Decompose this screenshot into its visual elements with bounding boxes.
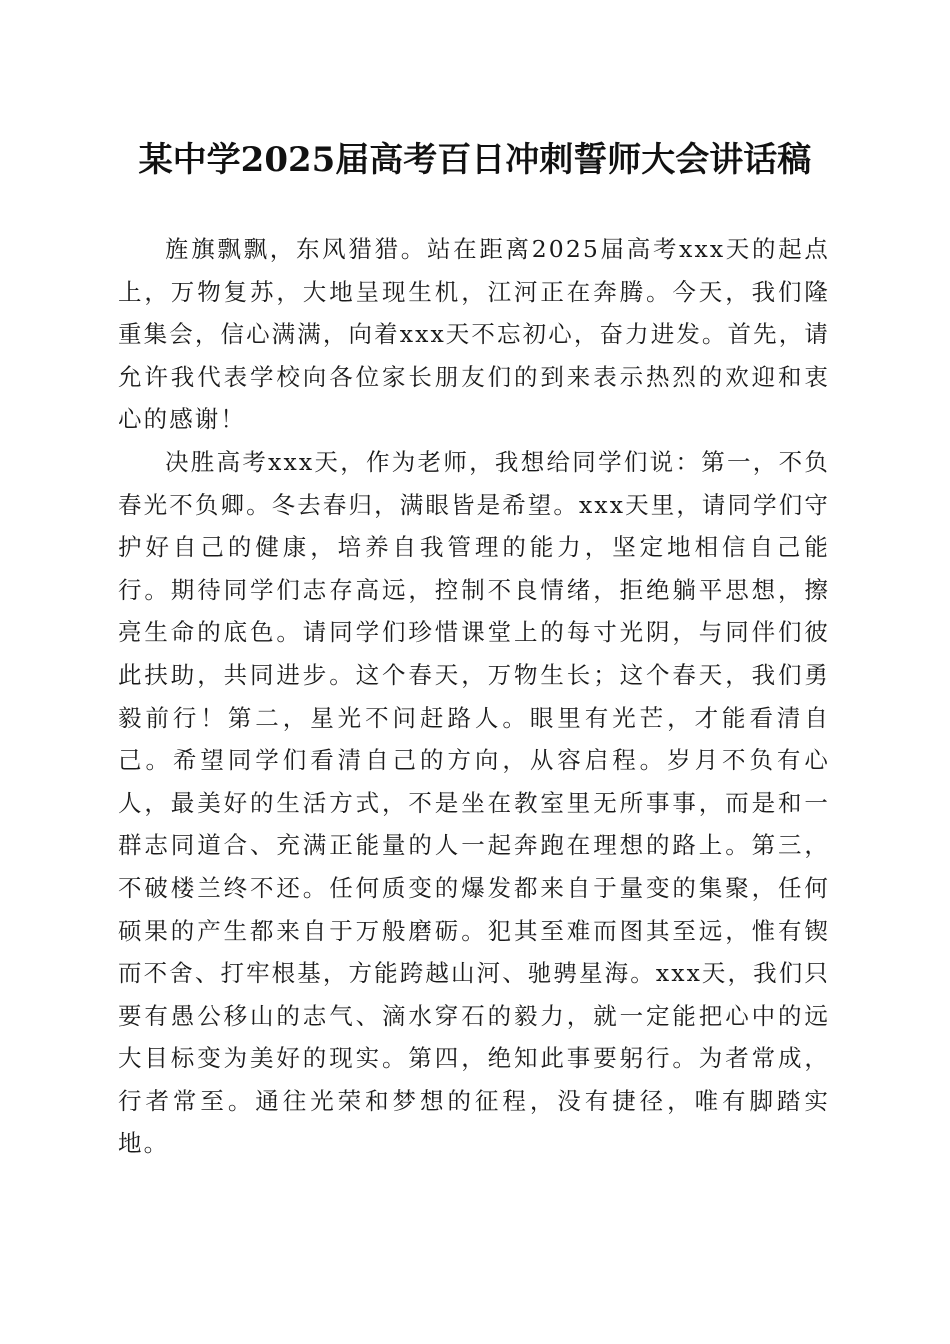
document-body: [118, 228, 830, 1165]
paragraph-opening: 旌旗飘飘，东风猎猎。站在距离2025届高考xxx天的起点上，万物复苏，大地呈现生机，江河正在奔腾。今天，我们隆重集会，信心满满，向着xxx天不忘初心，奋力进发。首先，请允许我代表学校向各位家长朋友们的到来表示热烈的欢迎和衷心的感谢！: [118, 235, 830, 434]
document-title: 某中学2025届高考百日冲刺誓师大会讲话稿: [138, 140, 812, 180]
paragraph-main: 决胜高考xxx天，作为老师，我想给同学们说：第一，不负春光不负卿。冬去春归，满眼皆是希望。xxx天里，请同学们守护好自己的健康，培养自我管理的能力，坚定地相信自己能行。期待同学们志存高远，控制不良情绪，拒绝躺平思想，擦亮生命的底色。请同学们珍惜课堂上的每寸光阴，与同伴们彼此扶助，共同进步。这个春天，万物生长；这个春天，我们勇毅前行！第二，星光不问赶路人。眼里有光芒，才能看清自己。希望同学们看清自己的方向，从容启程。岁月不负有心人，最美好的生活方式，不是坐在教室里无所事事，而是和一群志同道合、充满正能量的人一起奔跑在理想的路上。第三，不破楼兰终不还。任何质变的爆发都来自于量变的集聚，任何硕果的产生都来自于万般磨砺。犯其至难而图其至远，惟有锲而不舍、打牢根基，方能跨越山河、驰骋星海。xxx天，我们只要有愚公移山的志气、滴水穿石的毅力，就一定能把心中的远大目标变为美好的现实。第四，绝知此事要躬行。为者常成，行者常至。通往光荣和梦想的征程，没有捷径，唯有脚踏实地。: [118, 447, 830, 1158]
